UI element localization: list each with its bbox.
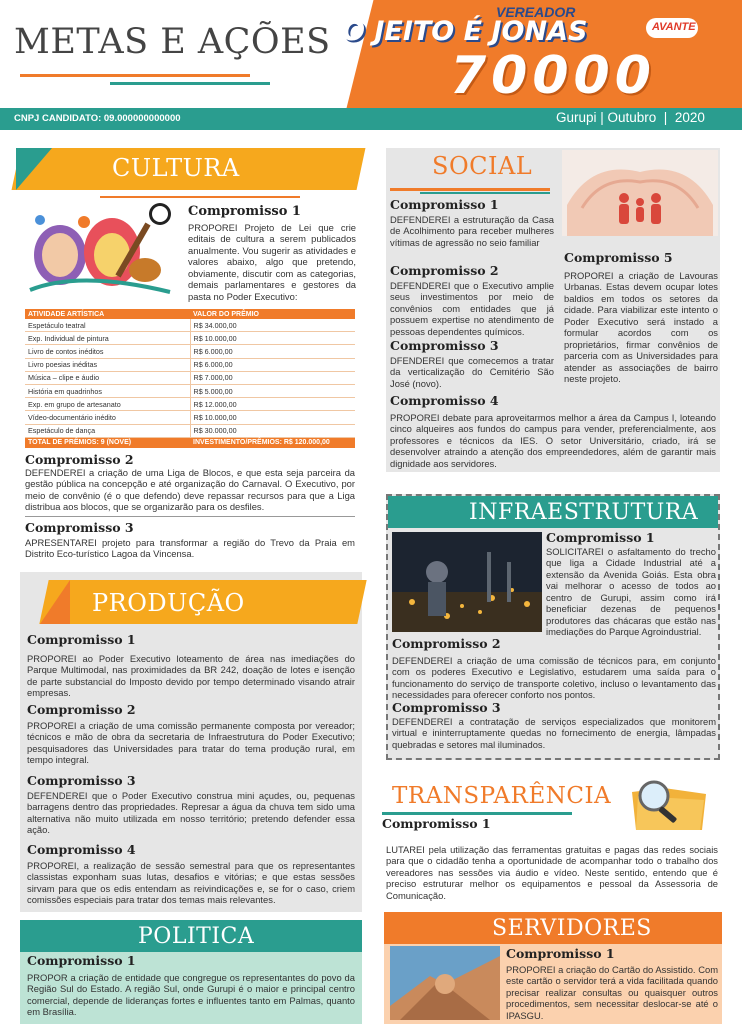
infra-c3-title: Compromisso 3 <box>392 700 501 715</box>
table-total-cell: TOTAL DE PRÊMIOS: 9 (NOVE) <box>25 437 190 448</box>
social-c3-title: Compromisso 3 <box>390 338 499 353</box>
header <box>0 0 742 108</box>
transparencia-c1-title: Compromisso 1 <box>382 816 491 831</box>
table-cell: Espetáculo teatral <box>25 319 190 332</box>
table-cell: Vídeo-documentário inédito <box>25 411 190 424</box>
infra-c1-title: Compromisso 1 <box>546 530 655 545</box>
producao-c1-title: Compromisso 1 <box>27 632 136 647</box>
table-cell: R$ 34.000,00 <box>190 319 355 332</box>
servidores-title: SERVIDORES <box>492 916 652 941</box>
table-cell: R$ 10.000,00 <box>190 411 355 424</box>
header-title-underline <box>20 74 250 77</box>
table-cell: R$ 6.000,00 <box>190 345 355 358</box>
producao-c1-text: PROPOREI ao Poder Executivo loteamento de área nas imediações do Parque Multimodal, nas proximidades da BR 242, doação de lotes e isenção de parte substancial do Imposto devido por tempo determinado visando atrair empresas. <box>27 653 355 699</box>
social-c4-title: Compromisso 4 <box>390 393 499 408</box>
table-cell: Espetáculo de dança <box>25 424 190 437</box>
transparencia-title: TRANSPARÊNCIA <box>392 783 612 809</box>
servidores-c1-text: PROPOREI a criação do Cartão do Assistido. Com este cartão o servidor terá a vida facilitada quando precisar realizar consultas ou quaisquer outros procedimentos, sem necessitar deslocar-se até o IPASGU. <box>506 964 718 1021</box>
prize-table <box>25 309 355 448</box>
hands-together-icon <box>390 946 500 1020</box>
servidores-c1-title: Compromisso 1 <box>506 946 615 961</box>
table-cell: Livro poesias inéditas <box>25 358 190 371</box>
table-total-row <box>25 437 355 448</box>
header-slogan: O JEITO É JONAS <box>342 16 588 47</box>
producao-c2-title: Compromisso 2 <box>27 702 136 717</box>
header-title-underline-2 <box>110 82 270 85</box>
table-row <box>25 411 355 424</box>
table-row <box>25 345 355 358</box>
culture-collage-icon <box>20 200 180 300</box>
party-logo-text: AVANTE <box>652 21 696 33</box>
table-row <box>25 358 355 371</box>
table-row <box>25 319 355 332</box>
table-cell: R$ 12.000,00 <box>190 398 355 411</box>
cultura-c2-title: Compromisso 2 <box>25 452 134 467</box>
transparencia-underline <box>382 812 572 815</box>
candidate-number: 70000 <box>450 46 656 106</box>
cultura-banner-line <box>100 196 300 198</box>
infra-c2-title: Compromisso 2 <box>392 636 501 651</box>
cultura-c1-title: Compromisso 1 <box>188 204 301 219</box>
table-cell: Exp. em grupo de artesanato <box>25 398 190 411</box>
cultura-title: CULTURA <box>112 154 240 182</box>
social-c1-text: DEFENDEREI a estruturação da Casa de Acolhimento para receber mulheres vítimas de agressão no seio familiar <box>390 214 554 248</box>
transparencia-c1-text: LUTAREI pela utilização das ferramentas gratuitas e pagas das redes sociais para que o cidadão tenha a oportunidade de acompanhar todo o trabalho dos vereadores nas sessões via áudio e vídeo. Neste sentido, entendo que é preciso estruturar melhor os equipamentos e pessoal da Assessoria de Comunicação. <box>386 844 718 901</box>
table-cell: R$ 30.000,00 <box>190 424 355 437</box>
table-total-cell: INVESTIMENTO/PRÊMIOS: R$ 120.000,00 <box>190 437 355 448</box>
social-c1-title: Compromisso 1 <box>390 197 499 212</box>
table-cell: Exp. Individual de pintura <box>25 332 190 345</box>
table-row <box>25 398 355 411</box>
politica-c1-title: Compromisso 1 <box>27 953 136 968</box>
table-row <box>25 332 355 345</box>
cultura-c1-text: PROPOREI Projeto de Lei que crie editais de cultura a serem publicados anualmente. Vou sugerir as atividades e valores abaixo, algo que pretendo, obviamente, discutir com as categorias, demais parlamentares e gestores da pasta no Poder Executivo: <box>188 222 356 302</box>
magnifier-folder-icon <box>614 772 718 834</box>
table-cell: Música – clipe e áudio <box>25 371 190 384</box>
social-c5-title: Compromisso 5 <box>564 250 673 265</box>
producao-c4-text: PROPOREI, a realização de sessão semestral para que os representantes classistas exponham suas lutas, desafios e vitórias; e que estas sessões sirvam para que os edis entendam as reivindicações e, se for o caso, criem comissões especiais para tratar dos temas mais relevantes. <box>27 860 355 906</box>
politica-title: POLITICA <box>138 924 255 949</box>
prize-table-header: VALOR DO PRÊMIO <box>190 309 355 319</box>
social-c2-title: Compromisso 2 <box>390 263 499 278</box>
header-vereador-label: VEREADOR <box>496 4 576 20</box>
table-cell: R$ 10.000,00 <box>190 332 355 345</box>
producao-c3-text: DEFENDEREI que o Poder Executivo construa mini açudes, ou, pequenas barragens dentro das propriedades. Represar a água da chuva tem sido uma alternativa não muito utilizada em nosso território; pretendo defender essa ação. <box>27 790 355 836</box>
infra-title: INFRAESTRUTURA <box>469 500 699 525</box>
producao-c3-title: Compromisso 3 <box>27 773 136 788</box>
cnpj-text: CNPJ CANDIDATO: 09.000000000000 <box>14 113 181 124</box>
social-title: SOCIAL <box>432 152 533 180</box>
table-row <box>25 384 355 397</box>
social-c2-text: DEFENDEREI que o Executivo amplie seus investimentos por meio de convênios com entidades que já possuem expertise no atendimento de pessoas dependentes químicos. <box>390 280 554 337</box>
table-cell: História em quadrinhos <box>25 384 190 397</box>
table-row <box>25 371 355 384</box>
social-title-underline <box>390 188 550 191</box>
industrial-city-night-icon <box>392 532 542 632</box>
producao-title: PRODUÇÃO <box>92 589 245 617</box>
social-c5-text: PROPOREI a criação de Lavouras Urbanas. Estas devem ocupar lotes baldios em todos os setores da cidade. Para viabilizar este intento o Poder Executivo será instado a formular acordos com os proprietários, firmar convênios de parceria com as Universidades para atender as associações de bairro neste projeto. <box>564 270 718 385</box>
header-title: METAS E AÇÕES <box>14 22 331 62</box>
cultura-c2-text: DEFENDEREI a criação de uma Liga de Blocos, e que esta seja parceira da gestão pública na concepção e até organização do Carnaval. O Executivo, por meio de convênio (é o que defendo) deve repassar recursos para que a Liga distribua aos blocos, que se organizarão para os desfiles. <box>25 467 355 513</box>
infra-c2-text: DEFENDEREI a criação de uma comissão de técnicos para, em conjunto com os poderes Executivo e Legislativo, estudarem uma saída para o funcionamento do serviço de transporte coletivo, incluso o levantamento das necessidades para oferecer conforto nos pontos. <box>392 655 716 701</box>
table-cell: Livro de contos inéditos <box>25 345 190 358</box>
location-date: Gurupi | Outubro | 2020 <box>556 110 705 125</box>
table-cell: R$ 7.000,00 <box>190 371 355 384</box>
producao-c4-title: Compromisso 4 <box>27 842 136 857</box>
cultura-c3-text: APRESENTAREI projeto para transformar a região do Trevo da Praia em Distrito Eco-turístico Lagoa da Vincensa. <box>25 537 355 560</box>
infra-c3-text: DEFENDEREI a contratação de serviços especializados que monitorem virtual e ininterruptamente quedas no fornecimento de energia, lâmpadas quebradas e setores mal iluminados. <box>392 716 716 750</box>
table-cell: R$ 6.000,00 <box>190 358 355 371</box>
politica-c1-text: PROPOR a criação de entidade que congregue os representantes do povo da Região Sul do Estado. A região Sul, onde Gurupi é o maior e principal centro comercial, depende de lideranças fortes e influentes tanto em Palmas, quanto em Brasília. <box>27 972 355 1018</box>
social-c4-text: PROPOREI debate para aproveitarmos melhor a área da Campus I, loteando cinco alqueires aos fundos do campus para vender, preferencialmente, aos professores e técnicos da IES. O setor Universitário, criado, irá se desenvolver atraindo a atenção dos empreendedores, além de garantir mais dignidade aos servidores. <box>390 412 716 469</box>
social-title-underline-2 <box>420 192 550 194</box>
prize-table-header: ATIVIDADE ARTÍSTICA <box>25 309 190 319</box>
divider <box>25 516 355 517</box>
cultura-c3-title: Compromisso 3 <box>25 520 134 535</box>
producao-c2-text: PROPOREI a criação de uma comissão permanente composta por vereador; técnicos e mão de obra da secretaria de Infraestrutura do Poder Executivo; pesquisadores das Universidades para tratar do tema produção rural, em tempo integral. <box>27 720 355 766</box>
table-cell: R$ 5.000,00 <box>190 384 355 397</box>
protective-hands-family-icon <box>562 150 718 236</box>
social-c3-text: DFENDEREI que comecemos a tratar da verticalização do Cemitério São José (novo). <box>390 355 554 389</box>
infra-c1-text: SOLICITAREI o asfaltamento do trecho que liga a Cidade Industrial até a extensão da Avenida Goiás. Esta obra vai melhorar o acesso de todos ao centro de Gurupi, assim como irá beneficiar dezenas de pequenos produtores das chácaras que estão nas imediações do Parque Agroindustrial. <box>546 546 716 638</box>
table-row <box>25 424 355 437</box>
